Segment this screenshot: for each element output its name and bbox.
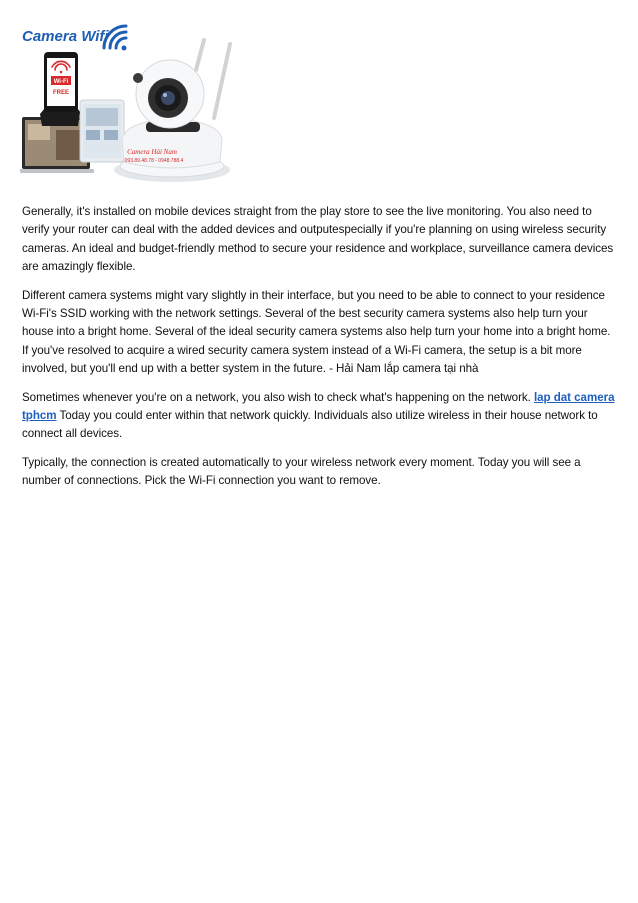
smartphone-icon [40,52,80,126]
paragraph-4: Typically, the connection is created automatically to your wireless network every moment. Today you will see a number of connections. Pick the Wi-Fi connection you want to remove. [22,455,581,488]
hero-image [20,22,242,186]
phone-badge-line1: Wi-Fi [53,79,69,85]
logo-text: Camera Wifi [22,28,109,45]
tablet-icon [80,100,124,162]
phone-badge-line2: FREE [52,90,70,96]
paragraph-2: Different camera systems might vary slightly in their interface, but you need to be able to connect to your residence Wi-Fi's SSID working with the network settings. Several of the best security camera systems also help turn your house into a bright home. Several of the ideal security camera systems also help turn your home into a bright home. If you've resolved to acquire a wired security camera system instead of a Wi-Fi camera, the setup is a bit more involved, but you'll end up with a better system in the future. - Hải Nam lắp camera tại nhà [22,288,611,376]
paragraph-1: Generally, it's installed on mobile devices straight from the play store to see the live monitoring. You also need to verify your router can deal with the added devices and outputespecially if you're planning on using wireless security cameras. An ideal and budget-friendly method to secure your residence and workplace, surveillance camera devices are amazingly flexible. [22,205,614,274]
lap-dat-camera-link[interactable]: lap dat camera tphcm [22,390,615,423]
watermark-line2: 093.89.48.78 - 0948.788.4 [124,158,184,164]
paragraph-3 [22,389,616,444]
watermark-line1: Camera Hải Nam [127,148,177,156]
camera-wifi-illustration [20,22,242,186]
paragraph-3-before-text: Sometimes whenever you're on a network, you also wish to check what's happening on the network. [22,390,534,404]
paragraph-3-after-text: Today you could enter within that network quickly. Individuals also utilize wireless in their house network to connect all devices. [22,409,598,441]
article-body [22,203,616,501]
